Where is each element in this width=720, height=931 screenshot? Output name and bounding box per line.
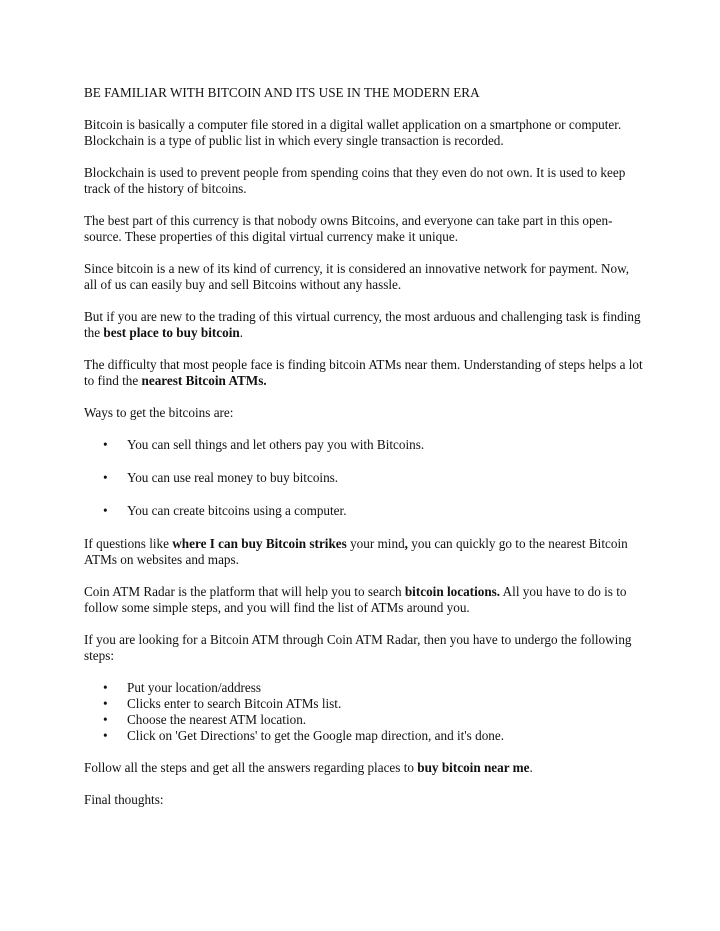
list-item (84, 470, 644, 486)
text-run: If questions like (84, 536, 173, 551)
paragraph-challenging-task (84, 309, 644, 341)
bullet-icon: • (103, 680, 108, 695)
list-item-text: You can create bitcoins using a computer. (127, 503, 347, 518)
list-item-text: Put your location/address (127, 680, 262, 695)
paragraph-coin-atm-radar (84, 584, 644, 616)
bullet-icon: • (103, 470, 108, 485)
list-item-text: Clicks enter to search Bitcoin ATMs list. (127, 696, 342, 711)
list-item (84, 680, 644, 696)
text-run: . (529, 760, 533, 775)
list-item (84, 437, 644, 453)
list-item-text: You can use real money to buy bitcoins. (127, 470, 339, 485)
list-item-text: Choose the nearest ATM location. (127, 712, 307, 727)
text-run: your mind (346, 536, 405, 551)
bold-comma: , (404, 536, 408, 551)
paragraph-follow-steps (84, 760, 644, 776)
list-item (84, 696, 644, 712)
bold-link-text: bitcoin locations. (404, 584, 501, 599)
bold-link-text: buy bitcoin near me (417, 760, 530, 775)
ways-list (84, 437, 644, 519)
paragraph-final-thoughts: Final thoughts: (84, 792, 164, 807)
text-run: The difficulty that most people face is finding bitcoin ATMs near them. Understanding of steps helps a lot to find the (84, 357, 643, 388)
paragraph-best-part: The best part of this currency is that nobody owns Bitcoins, and everyone can take part in this open-source. These properties of this digital virtual currency make it unique. (84, 213, 613, 244)
bullet-icon: • (103, 728, 108, 743)
bold-link-text: where I can buy Bitcoin strikes (172, 536, 347, 551)
bullet-icon: • (103, 712, 108, 727)
steps-list (84, 680, 644, 744)
bold-link-text: nearest Bitcoin ATMs. (141, 373, 267, 388)
list-item (84, 712, 644, 728)
list-item-text: Click on 'Get Directions' to get the Google map direction, and it's done. (127, 728, 505, 743)
list-item (84, 503, 644, 519)
text-run: But if you are new to the trading of this virtual currency, the most arduous and challenging task is finding the (84, 309, 641, 340)
document-page (84, 85, 644, 824)
paragraph-blockchain-purpose: Blockchain is used to prevent people from spending coins that they even do not own. It is used to keep track of the history of bitcoins. (84, 165, 626, 196)
text-run: Coin ATM Radar is the platform that will help you to search (84, 584, 405, 599)
bullet-icon: • (103, 503, 108, 518)
document-heading: BE FAMILIAR WITH BITCOIN AND ITS USE IN THE MODERN ERA (84, 85, 480, 100)
bullet-icon: • (103, 437, 108, 452)
text-run: Follow all the steps and get all the answers regarding places to (84, 760, 418, 775)
text-run: All you have to do is to follow some simple steps, and you will find the list of ATMs around you. (84, 584, 627, 615)
text-run: . (239, 325, 243, 340)
paragraph-innovative-network: Since bitcoin is a new of its kind of currency, it is considered an innovative network for payment. Now, all of us can easily buy and sell Bitcoins without any hassle. (84, 261, 630, 292)
list-item-text: You can sell things and let others pay you with Bitcoins. (127, 437, 425, 452)
bold-link-text: best place to buy bitcoin (103, 325, 240, 340)
paragraph-finding-atms (84, 357, 644, 389)
bullet-icon: • (103, 696, 108, 711)
paragraph-steps-intro: If you are looking for a Bitcoin ATM through Coin ATM Radar, then you have to undergo the following steps: (84, 632, 632, 663)
paragraph-bitcoin-definition: Bitcoin is basically a computer file stored in a digital wallet application on a smartphone or computer. Blockchain is a type of public list in which every single transaction is recorded. (84, 117, 622, 148)
paragraph-ways-intro: Ways to get the bitcoins are: (84, 405, 234, 420)
text-run: you can quickly go to the nearest Bitcoin ATMs on websites and maps. (84, 536, 628, 567)
paragraph-questions (84, 536, 644, 568)
list-item (84, 728, 644, 744)
